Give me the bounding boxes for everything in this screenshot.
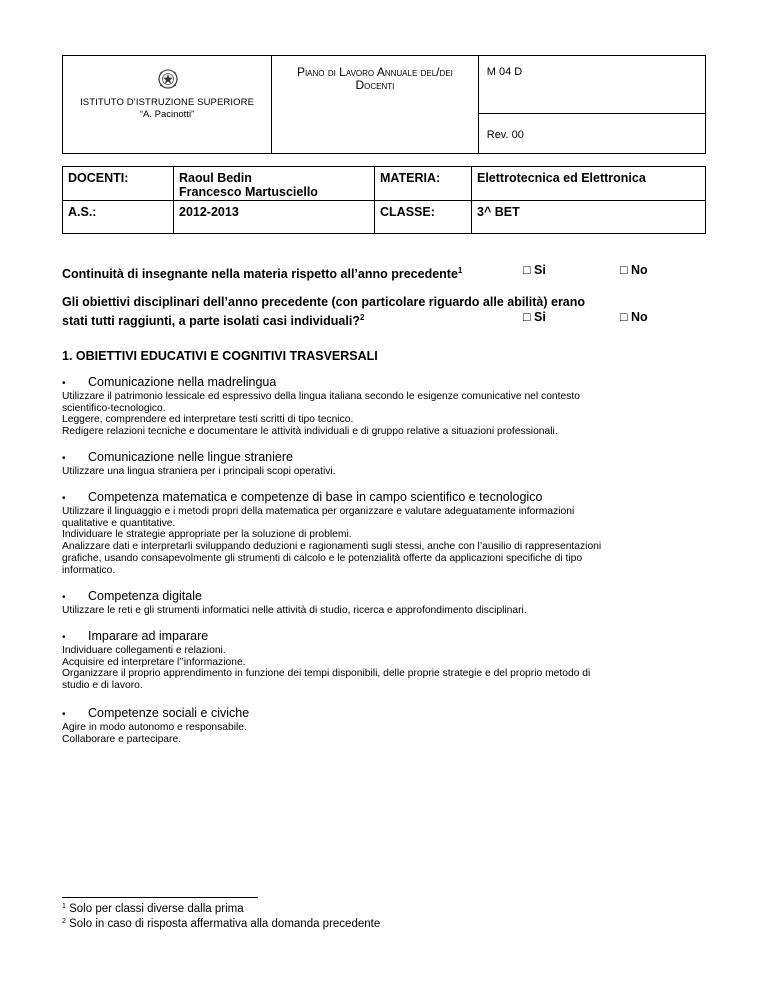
bullet-icon: • bbox=[62, 378, 66, 389]
document-title-line1: Piano di Lavoro Annuale del/dei bbox=[296, 65, 453, 79]
institute-name-line2: “A. Pacinotti” bbox=[139, 109, 195, 120]
description-line: Agire in modo autonomo e responsabile. bbox=[62, 722, 247, 733]
competence-description bbox=[62, 466, 702, 478]
footnote-mark: 2 bbox=[62, 918, 66, 925]
description-line: Individuare le strategie appropriate per la soluzione di problemi. bbox=[62, 529, 352, 541]
description-line: Utilizzare il patrimonio lessicale ed espressivo della lingua italiana secondo le esigenze comunicative nel contesto bbox=[62, 391, 580, 402]
description-line: Individuare collegamenti e relazioni. bbox=[62, 645, 226, 656]
bullet-icon: • bbox=[62, 493, 66, 504]
bullet-icon: • bbox=[62, 592, 66, 603]
q2-checkbox-yes[interactable]: □ Si bbox=[523, 310, 546, 324]
footnote-2 bbox=[62, 918, 380, 930]
document-header bbox=[62, 55, 706, 154]
competence-heading bbox=[62, 629, 208, 643]
document-title-line2: Docenti bbox=[355, 78, 395, 92]
competence-heading bbox=[62, 706, 249, 720]
classe-value: 3^ BET bbox=[472, 201, 706, 234]
footnote-ref-1: 1 bbox=[457, 266, 463, 275]
footnote-text: Solo per classi diverse dalla prima bbox=[69, 903, 244, 915]
question-objectives-line1: Gli obiettivi disciplinari dell’anno precedente (con particolare riguardo alle abilità) erano bbox=[62, 295, 586, 309]
revision-cell bbox=[478, 114, 705, 154]
description-line: Organizzare il proprio apprendimento in funzione dei tempi disponibili, delle proprie strategie e del proprio metodo di bbox=[62, 668, 591, 680]
docenti-label: DOCENTI: bbox=[63, 167, 174, 201]
course-info-table bbox=[62, 166, 706, 234]
competence-heading bbox=[62, 375, 276, 389]
docente-name-1: Raoul Bedin bbox=[179, 171, 252, 185]
description-line: qualitative e quantitative. bbox=[62, 517, 176, 529]
institute-cell bbox=[63, 56, 272, 154]
document-code-cell bbox=[478, 56, 705, 114]
competence-title: Comunicazione nella madrelingua bbox=[88, 375, 277, 389]
question-objectives-line2 bbox=[62, 310, 364, 329]
q1-checkbox-yes[interactable]: □ Si bbox=[523, 263, 546, 277]
competence-heading bbox=[62, 450, 293, 464]
q2-checkbox-no[interactable]: □ No bbox=[620, 310, 648, 324]
footnote-mark: 1 bbox=[62, 903, 66, 910]
docente-name-2: Francesco Martusciello bbox=[179, 185, 318, 199]
materia-label: MATERIA: bbox=[375, 167, 472, 201]
footnote-ref-2: 2 bbox=[359, 313, 365, 322]
competence-title: Competenze sociali e civiche bbox=[88, 706, 250, 720]
competence-description bbox=[62, 645, 702, 692]
section-title: 1. OBIETTIVI EDUCATIVI E COGNITIVI TRASVERSALI bbox=[62, 349, 378, 363]
question-continuity-text: Continuità di insegnante nella materia rispetto all’anno precedente bbox=[62, 267, 458, 282]
description-line: Utilizzare una lingua straniera per i principali scopi operativi. bbox=[62, 466, 336, 477]
italian-republic-emblem-icon bbox=[156, 67, 180, 91]
question-continuity bbox=[62, 263, 462, 282]
description-line: Acquisire ed interpretare l’’informazione. bbox=[62, 656, 246, 668]
classe-label: CLASSE: bbox=[375, 201, 472, 234]
competence-description bbox=[62, 506, 702, 576]
bullet-icon: • bbox=[62, 453, 66, 464]
competence-title: Imparare ad imparare bbox=[88, 629, 209, 643]
competence-title: Competenza digitale bbox=[88, 589, 202, 603]
description-line: Analizzare dati e interpretarli sviluppando deduzioni e ragionamenti sugli stessi, anche con l’ausilio di rappresentazioni bbox=[62, 541, 602, 553]
description-line: Redigere relazioni tecniche e documentare le attività individuali e di gruppo relative a situazioni professionali. bbox=[62, 426, 558, 438]
competence-description bbox=[62, 391, 702, 438]
description-line: scientifico-tecnologico. bbox=[62, 402, 166, 414]
footnote-1 bbox=[62, 903, 244, 915]
description-line: grafiche, usando consapevolmente gli strumenti di calcolo e le potenzialità offerte da applicazioni specifiche di tipo bbox=[62, 552, 583, 564]
description-line: informatico. bbox=[62, 564, 116, 576]
bullet-icon: • bbox=[62, 709, 66, 720]
footnote-text: Solo in caso di risposta affermativa alla domanda precedente bbox=[69, 918, 381, 930]
competence-title: Comunicazione nelle lingue straniere bbox=[88, 450, 293, 464]
document-code: M 04 D bbox=[486, 66, 523, 78]
description-line: Utilizzare il linguaggio e i metodi propri della matematica per organizzare e valutare adeguatamente informazioni bbox=[62, 506, 575, 517]
competence-heading bbox=[62, 490, 542, 504]
competence-title: Competenza matematica e competenze di base in campo scientifico e tecnologico bbox=[88, 490, 543, 504]
description-line: Leggere, comprendere ed interpretare testi scritti di tipo tecnico. bbox=[62, 414, 354, 426]
as-value: 2012-2013 bbox=[174, 201, 375, 234]
document-revision: Rev. 00 bbox=[486, 129, 524, 141]
description-line: studio e di lavoro. bbox=[62, 680, 143, 692]
as-label: A.S.: bbox=[63, 201, 174, 234]
q1-checkbox-no[interactable]: □ No bbox=[620, 263, 648, 277]
description-line: Collaborare e partecipare. bbox=[62, 733, 182, 745]
description-line: Utilizzare le reti e gli strumenti informatici nelle attività di studio, ricerca e approfondimento disciplinari. bbox=[62, 605, 527, 616]
bullet-icon: • bbox=[62, 632, 66, 643]
materia-value: Elettrotecnica ed Elettronica bbox=[472, 167, 706, 201]
footnote-separator bbox=[62, 897, 258, 898]
institute-name-line1: ISTITUTO D’ISTRUZIONE SUPERIORE bbox=[80, 97, 254, 108]
competence-description bbox=[62, 722, 702, 745]
competence-heading bbox=[62, 589, 202, 603]
question-objectives-text: stati tutti raggiunti, a parte isolati casi individuali? bbox=[62, 314, 360, 329]
document-title-cell bbox=[272, 56, 479, 154]
competence-description bbox=[62, 605, 702, 617]
docenti-value bbox=[174, 167, 375, 201]
